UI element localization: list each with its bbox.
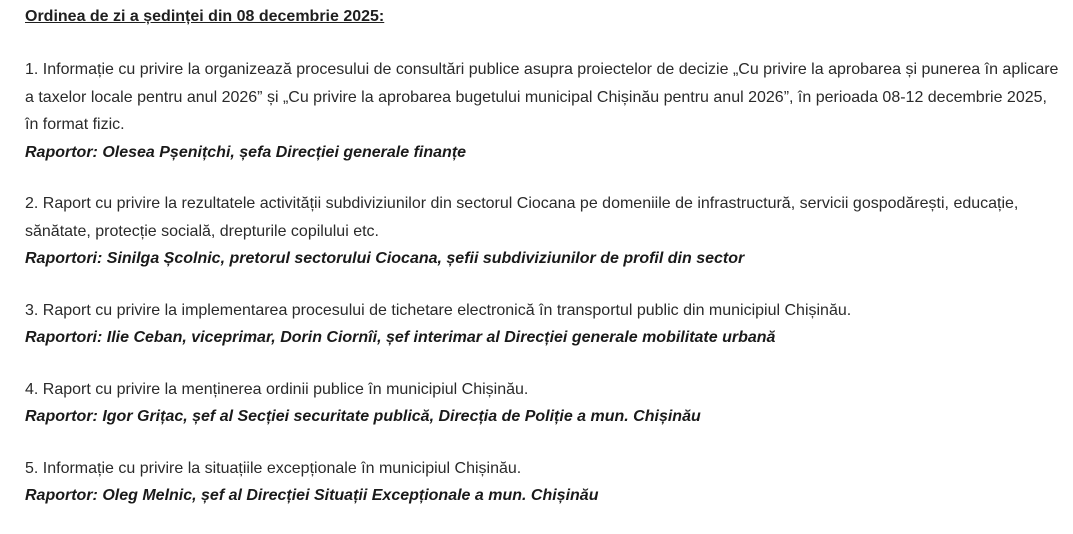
agenda-item-text: 2. Raport cu privire la rezultatele activității subdiviziunilor din sectorul Ciocana pe domeniile de infrastructură, servicii gospodărești, educație, sănătate, protecție socială, drepturile copilului etc. bbox=[25, 195, 1019, 240]
agenda-item-text: 5. Informație cu privire la situațiile excepționale în municipiul Chișinău. bbox=[25, 459, 522, 477]
agenda-item-reporter: Raportor: Olesea Pșenițchi, șefa Direcției generale finanțe bbox=[25, 143, 467, 161]
agenda-item-reporter: Raportori: Ilie Ceban, viceprimar, Dorin Ciornîi, șef interimar al Direcției generale mobilitate urbană bbox=[25, 329, 776, 346]
agenda-item-reporter: Raportori: Sinilga Școlnic, pretorul sectorului Ciocana, șefii subdiviziunilor de profil din sector bbox=[25, 250, 745, 267]
agenda-item-1 bbox=[25, 56, 1063, 166]
agenda-list bbox=[25, 56, 1063, 510]
agenda-item-text: 1. Informație cu privire la organizează procesului de consultări publice asupra proiectelor de decizie „Cu privire la aprobarea și punerea în aplicare a taxelor locale pentru anul 2026” și „Cu privire la aprobarea bugetului municipal Chișinău pentru anul 2026”, în perioada 08-12 decembrie 2025, în format fizic. bbox=[25, 61, 1059, 133]
agenda-item-3 bbox=[25, 297, 1063, 352]
agenda-item-text: 3. Raport cu privire la implementarea procesului de tichetare electronică în transportul public din municipiul Chișinău. bbox=[25, 301, 852, 319]
agenda-item-4 bbox=[25, 376, 1063, 431]
agenda-heading: Ordinea de zi a ședinței din 08 decembrie 2025: bbox=[25, 8, 385, 25]
agenda-item-5 bbox=[25, 455, 1063, 510]
agenda-item-text: 4. Raport cu privire la menținerea ordinii publice în municipiul Chișinău. bbox=[25, 380, 529, 398]
agenda-item-2 bbox=[25, 190, 1063, 273]
agenda-item-reporter: Raportor: Igor Grițac, șef al Secției securitate publică, Direcția de Poliție a mun. Chișinău bbox=[25, 408, 701, 425]
agenda-item-reporter: Raportor: Oleg Melnic, șef al Direcției Situații Excepționale a mun. Chișinău bbox=[25, 487, 599, 504]
